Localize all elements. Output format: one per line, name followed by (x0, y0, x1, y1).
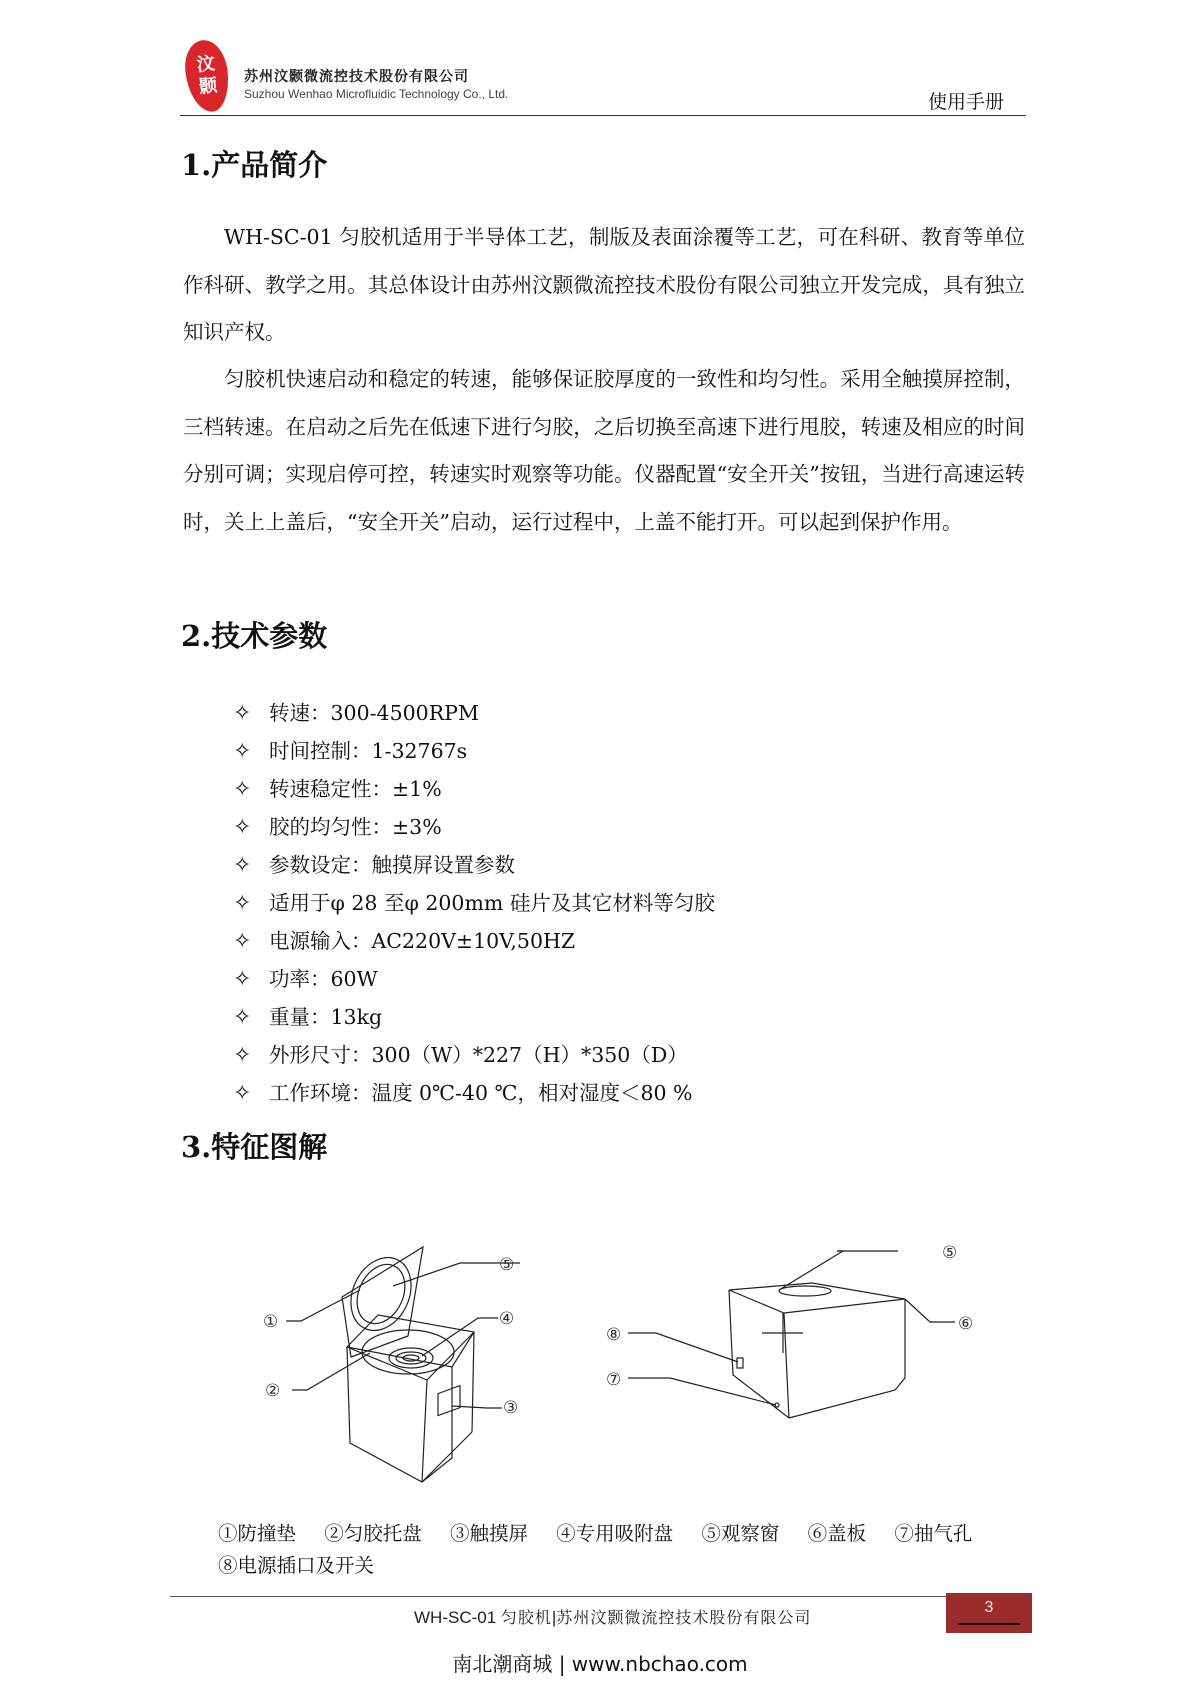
spec-text: 电源输入：AC220V±10V,50HZ (269, 929, 576, 953)
legend-item: ③触摸屏 (449, 1522, 528, 1545)
site-watermark: 南北潮商城 | www.nbchao.com (452, 1652, 748, 1676)
spec-item (233, 808, 715, 846)
legend-item: ②匀胶托盘 (324, 1522, 422, 1545)
callout-label: ① (263, 1312, 279, 1332)
section-heading-intro: 1.产品简介 (181, 148, 328, 182)
footer-caption (414, 1605, 811, 1628)
callout-label: ⑤ (942, 1243, 958, 1263)
document-type: 使用手册 (928, 91, 1005, 113)
footer-product: 匀胶机 (500, 1608, 552, 1627)
sparkle-bullet-icon: ✧ (233, 1081, 252, 1106)
intro-paragraph-2: 匀胶机快速启动和稳定的转速，能够保证胶厚度的一致性和均匀性。采用全触摸屏控制，三档转速。在启动之后先在低速下进行匀胶，之后切换至高速下进行甩胶，转速及相应的时间分别可调；实现启停可控，转速实时观察等功能。仪器配置“安全开关”按钮，当进行高速运转时，关上上盖后，“安全开关”启动，运行过程中，上盖不能打开。可以起到保护作用。 (183, 367, 1025, 534)
sparkle-bullet-icon: ✧ (233, 1005, 252, 1030)
spec-text: 工作环境：温度 0℃-40 ℃，相对湿度＜80 % (269, 1081, 693, 1105)
spec-text: 转速稳定性：±1% (269, 777, 442, 801)
logo-char: 颢 (198, 75, 219, 98)
spec-text: 适用于φ 28 至φ 200mm 硅片及其它材料等匀胶 (269, 891, 715, 915)
sparkle-bullet-icon: ✧ (233, 1043, 252, 1068)
section-heading-specs: 2.技术参数 (181, 619, 328, 653)
logo-char: 汶 (195, 53, 216, 76)
observation-window-top (779, 1286, 831, 1296)
spec-list (233, 694, 715, 1112)
feature-diagram (0, 1220, 1200, 1520)
touch-screen (438, 1386, 460, 1416)
sparkle-bullet-icon: ✧ (233, 967, 252, 992)
legend-item: ①防撞垫 (218, 1522, 297, 1545)
company-name-en: Suzhou Wenhao Microfluidic Technology Co., Ltd. (244, 87, 509, 101)
spec-text: 功率：60W (269, 967, 378, 991)
sparkle-bullet-icon: ✧ (233, 853, 252, 878)
spec-item (233, 770, 715, 808)
sparkle-bullet-icon: ✧ (233, 739, 252, 764)
spec-item (233, 884, 715, 922)
spec-text: 胶的均匀性：±3% (269, 815, 442, 839)
spin-coater-open-view (286, 1247, 520, 1482)
callout-label: ⑤ (499, 1255, 515, 1275)
callout-label: ④ (499, 1309, 515, 1329)
footer-company: 苏州汶颢微流控技术股份有限公司 (556, 1608, 812, 1627)
sparkle-bullet-icon: ✧ (233, 891, 252, 916)
sparkle-bullet-icon: ✧ (233, 777, 252, 802)
header-divider (180, 115, 1026, 116)
diagram-legend (218, 1518, 1048, 1582)
legend-item: ⑥盖板 (807, 1522, 867, 1545)
footer-model: WH-SC-01 (414, 1608, 497, 1627)
spec-item (233, 1074, 715, 1112)
page-number-box (946, 1593, 1032, 1633)
spec-item (233, 846, 715, 884)
sparkle-bullet-icon: ✧ (233, 701, 252, 726)
callout-label: ⑦ (606, 1370, 622, 1390)
page-number: 3 (984, 1599, 994, 1616)
footer-separator: | (551, 1608, 557, 1627)
spec-item (233, 694, 715, 732)
legend-item: ⑤观察窗 (701, 1522, 780, 1545)
spec-item (233, 1036, 715, 1074)
spec-text: 外形尺寸：300（W）*227（H）*350（D） (269, 1043, 688, 1067)
spec-text: 参数设定：触摸屏设置参数 (269, 853, 515, 877)
sparkle-bullet-icon: ✧ (233, 815, 252, 840)
company-logo (182, 38, 231, 114)
spec-text: 重量：13kg (269, 1005, 383, 1029)
spec-text: 时间控制：1-32767s (269, 739, 468, 763)
cover-plate (729, 1283, 905, 1313)
callout-label: ⑥ (958, 1314, 974, 1334)
callout-label: ③ (503, 1398, 519, 1418)
spec-item (233, 998, 715, 1036)
lid-panel (342, 1247, 423, 1357)
sparkle-bullet-icon: ✧ (233, 929, 252, 954)
legend-item: ⑧电源插口及开关 (218, 1554, 375, 1577)
callout-label: ② (265, 1381, 281, 1401)
section-heading-diagram: 3.特征图解 (181, 1130, 328, 1164)
legend-item: ④专用吸附盘 (556, 1522, 674, 1545)
page-number-underline (958, 1623, 1020, 1625)
callout-label: ⑧ (606, 1325, 622, 1345)
spec-item (233, 732, 715, 770)
spin-coater-closed-view (628, 1251, 955, 1418)
legend-item: ⑦抽气孔 (894, 1522, 973, 1545)
spec-text: 转速：300-4500RPM (269, 701, 479, 725)
spec-item (233, 960, 715, 998)
spec-item (233, 922, 715, 960)
company-name-cn: 苏州汶颢微流控技术股份有限公司 (244, 69, 469, 85)
footer-divider (170, 1596, 1030, 1597)
intro-paragraph-1: WH-SC-01 匀胶机适用于半导体工艺，制版及表面涂覆等工艺，可在科研、教育等单位作科研、教学之用。其总体设计由苏州汶颢微流控技术股份有限公司独立开发完成，具有独立知识产权。 (183, 225, 1025, 344)
